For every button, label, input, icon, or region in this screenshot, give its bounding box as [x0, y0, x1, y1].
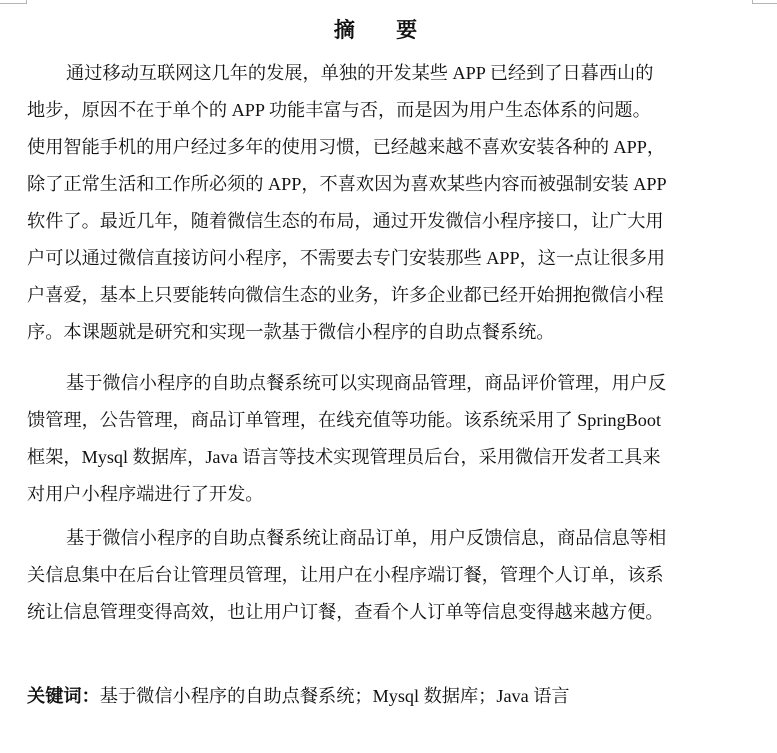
paragraph-line: 关信息集中在后台让管理员管理，让用户在小程序端订餐，管理个人订单，该系: [27, 565, 664, 585]
paragraph-line: 户可以通过微信直接访问小程序，不需要去专门安装那些 APP，这一点让很多用: [27, 248, 666, 268]
paragraph-line: 地步，原因不在于单个的 APP 功能丰富与否，而是因为用户生态体系的问题。: [27, 100, 651, 120]
paragraph-line: 基于微信小程序的自助点餐系统可以实现商品管理，商品评价管理，用户反: [66, 373, 667, 393]
abstract-paragraph-2: [27, 365, 724, 513]
abstract-title: 摘 要: [333, 18, 436, 42]
paragraph-line: 除了正常生活和工作所必须的 APP，不喜欢因为喜欢某些内容而被强制安装 APP: [27, 174, 667, 194]
paragraph-line: 序。本课题就是研究和实现一款基于微信小程序的自助点餐系统。: [27, 322, 555, 342]
paragraph-line: 馈管理，公告管理，商品订单管理，在线充值等功能。该系统采用了 SpringBoot: [27, 410, 662, 430]
paragraph-line: 统让信息管理变得高效，也让用户订餐，查看个人订单等信息变得越来越方便。: [27, 602, 664, 622]
abstract-paragraph-1: [27, 55, 724, 351]
abstract-paragraph-3: [27, 520, 724, 631]
paragraph-line: 基于微信小程序的自助点餐系统让商品订单，用户反馈信息，商品信息等相: [66, 528, 667, 548]
paragraph-line: 户喜爱，基本上只要能转向微信生态的业务，许多企业都已经开始拥抱微信小程: [27, 285, 664, 305]
paragraph-line: 对用户小程序端进行了开发。: [27, 484, 264, 504]
paragraph-line: 软件了。最近几年，随着微信生态的布局，通过开发微信小程序接口，让广大用: [27, 211, 664, 231]
page-margin-mark-right: [752, 0, 777, 4]
paragraph-line: 使用智能手机的用户经过多年的使用习惯，已经越来越不喜欢安装各种的 APP，: [27, 137, 666, 157]
paragraph-line: 通过移动互联网这几年的发展，单独的开发某些 APP 已经到了日暮西山的: [66, 63, 654, 83]
keywords-label: 关键词：: [27, 686, 100, 706]
keywords-line: [27, 678, 570, 715]
paragraph-line: 框架，Mysql 数据库，Java 语言等技术实现管理员后台，采用微信开发者工具来: [27, 447, 661, 467]
keywords-text: 基于微信小程序的自助点餐系统；Mysql 数据库；Java 语言: [99, 686, 570, 706]
page-margin-mark-left: [0, 0, 27, 4]
